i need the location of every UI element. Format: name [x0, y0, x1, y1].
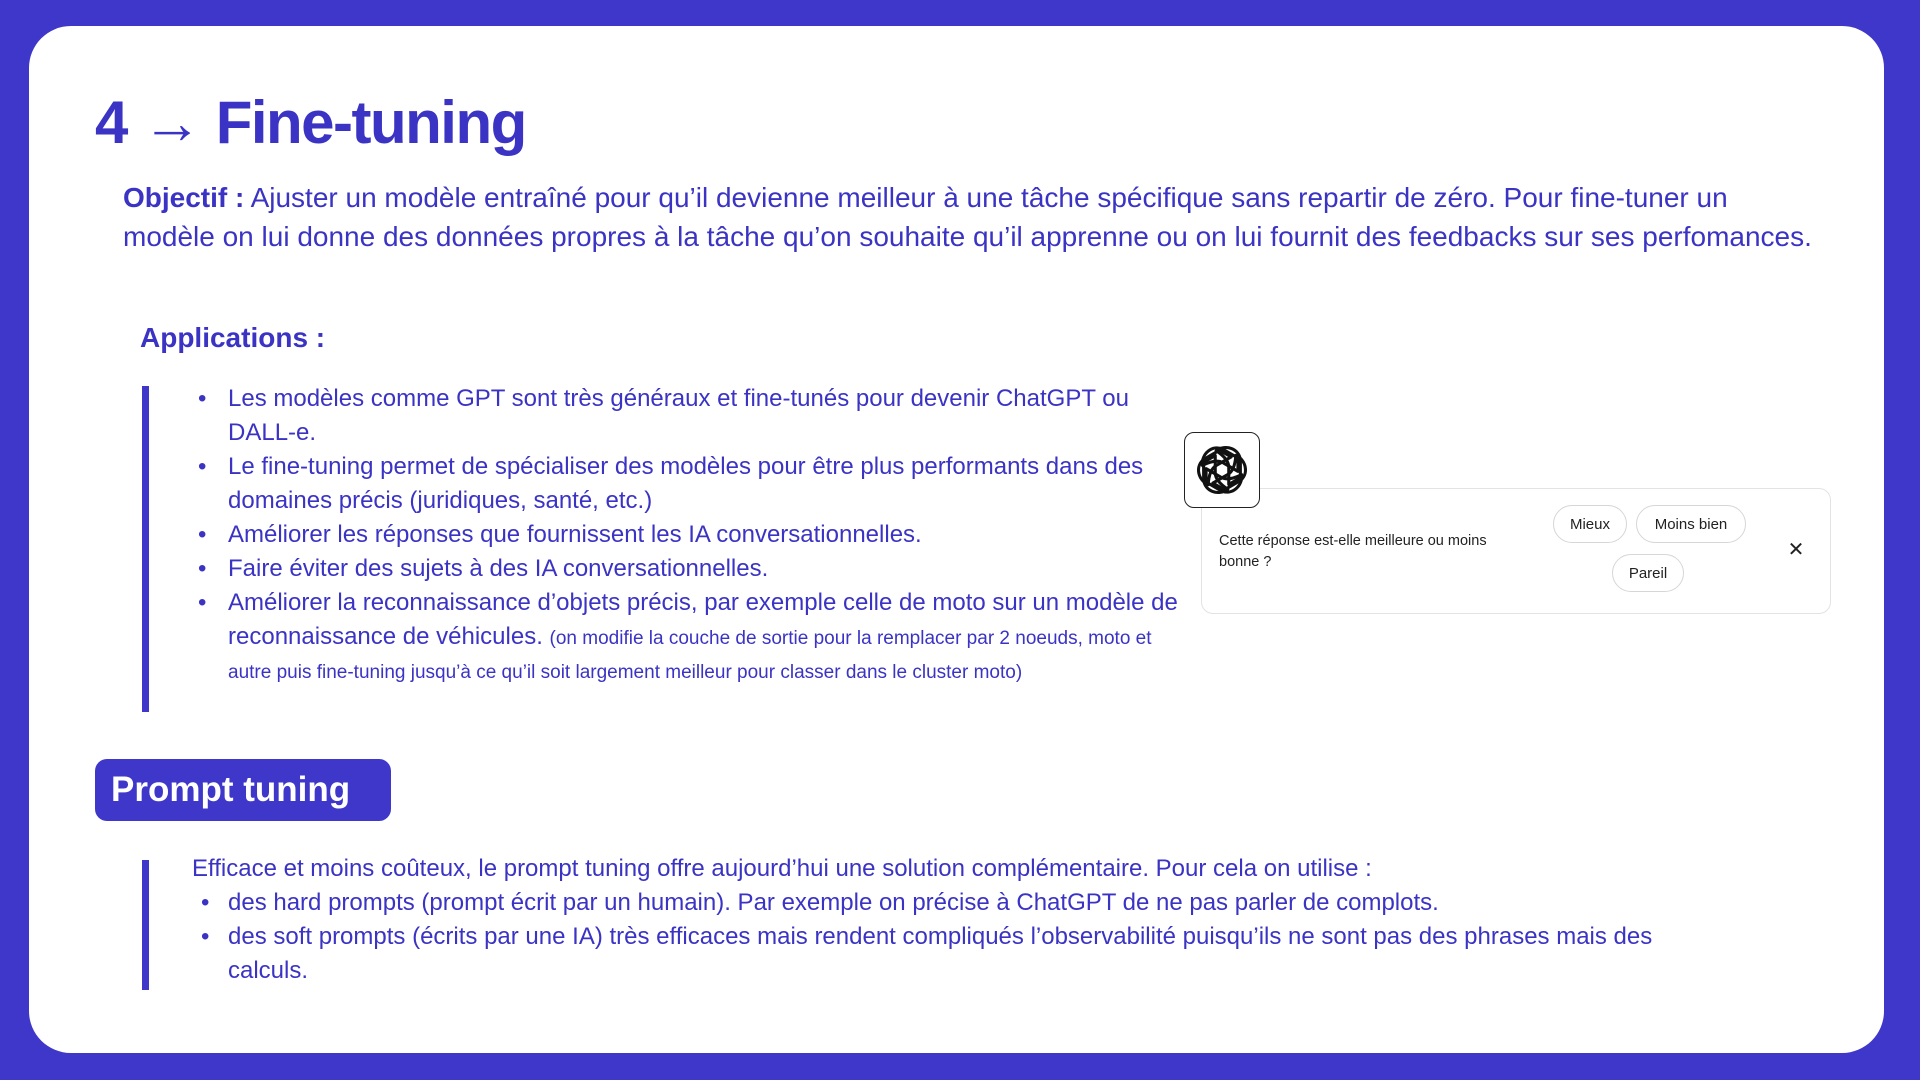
- openai-logo-svg: [1193, 441, 1251, 499]
- openai-logo-icon: [1184, 432, 1260, 508]
- list-item: • des hard prompts (prompt écrit par un humain). Par exemple on précise à ChatGPT de ne pas parler de complots.: [199, 886, 1659, 920]
- applications-note: (on modifie la couche de sortie pour la remplacer par 2 noeuds, moto et autre puis fine-tuning jusqu’à ce qu’il soit largement meilleur pour classer dans le cluster moto): [228, 628, 1152, 683]
- list-item: • des soft prompts (écrits par une IA) très efficaces mais rendent compliqués l’observabilité puisqu’ils ne sont pas des phrases mais des calculs.: [199, 920, 1659, 988]
- close-icon[interactable]: ✕: [1787, 538, 1805, 561]
- list-item: • Les modèles comme GPT sont très généraux et fine-tunés pour devenir ChatGPT ou DALL-e.: [192, 382, 1182, 450]
- slide-card: [29, 26, 1884, 1053]
- prompt-tuning-heading: Prompt tuning: [95, 759, 391, 821]
- mieux-button[interactable]: Mieux: [1553, 505, 1627, 543]
- page-title: 4 → Fine-tuning: [95, 89, 526, 156]
- applications-list: [192, 382, 1182, 688]
- objective-text: Ajuster un modèle entraîné pour qu’il devienne meilleur à une tâche spécifique sans repartir de zéro. Pour fine-tuner un modèle on lui donne des données propres à la tâche qu’on souhaite qu’il apprenne ou on lui fournit des feedbacks sur ses perfomances.: [123, 182, 1812, 252]
- list-item: • Améliorer la reconnaissance d’objets précis, par exemple celle de moto sur un modèle de reconnaissance de véhicules. (on modifie la couche de sortie pour la remplacer par 2 noeuds, moto et autre puis fine-tuning jusqu’à ce qu’il soit largement meilleur pour classer dans le cluster moto): [192, 586, 1182, 688]
- feedback-question: Cette réponse est-elle meilleure ou moins bonne ?: [1219, 533, 1487, 570]
- prompt-tuning-list: [199, 886, 1659, 988]
- feedback-panel: [1201, 488, 1831, 614]
- applications-accent-bar: [142, 386, 149, 712]
- prompt-tuning-intro: Efficace et moins coûteux, le prompt tuning offre aujourd’hui une solution complémentaire. Pour cela on utilise :: [192, 855, 1372, 882]
- pareil-button[interactable]: Pareil: [1612, 554, 1684, 592]
- applications-heading: Applications :: [140, 322, 326, 353]
- list-item: • Le fine-tuning permet de spécialiser des modèles pour être plus performants dans des domaines précis (juridiques, santé, etc.): [192, 450, 1182, 518]
- list-item: • Faire éviter des sujets à des IA conversationnelles.: [192, 552, 1182, 586]
- objective-paragraph: [123, 178, 1823, 256]
- list-item: • Améliorer les réponses que fournissent les IA conversationnelles.: [192, 518, 1182, 552]
- moins-bien-button[interactable]: Moins bien: [1636, 505, 1746, 543]
- prompt-tuning-accent-bar: [142, 860, 149, 990]
- objective-lead: Objectif :: [123, 182, 245, 213]
